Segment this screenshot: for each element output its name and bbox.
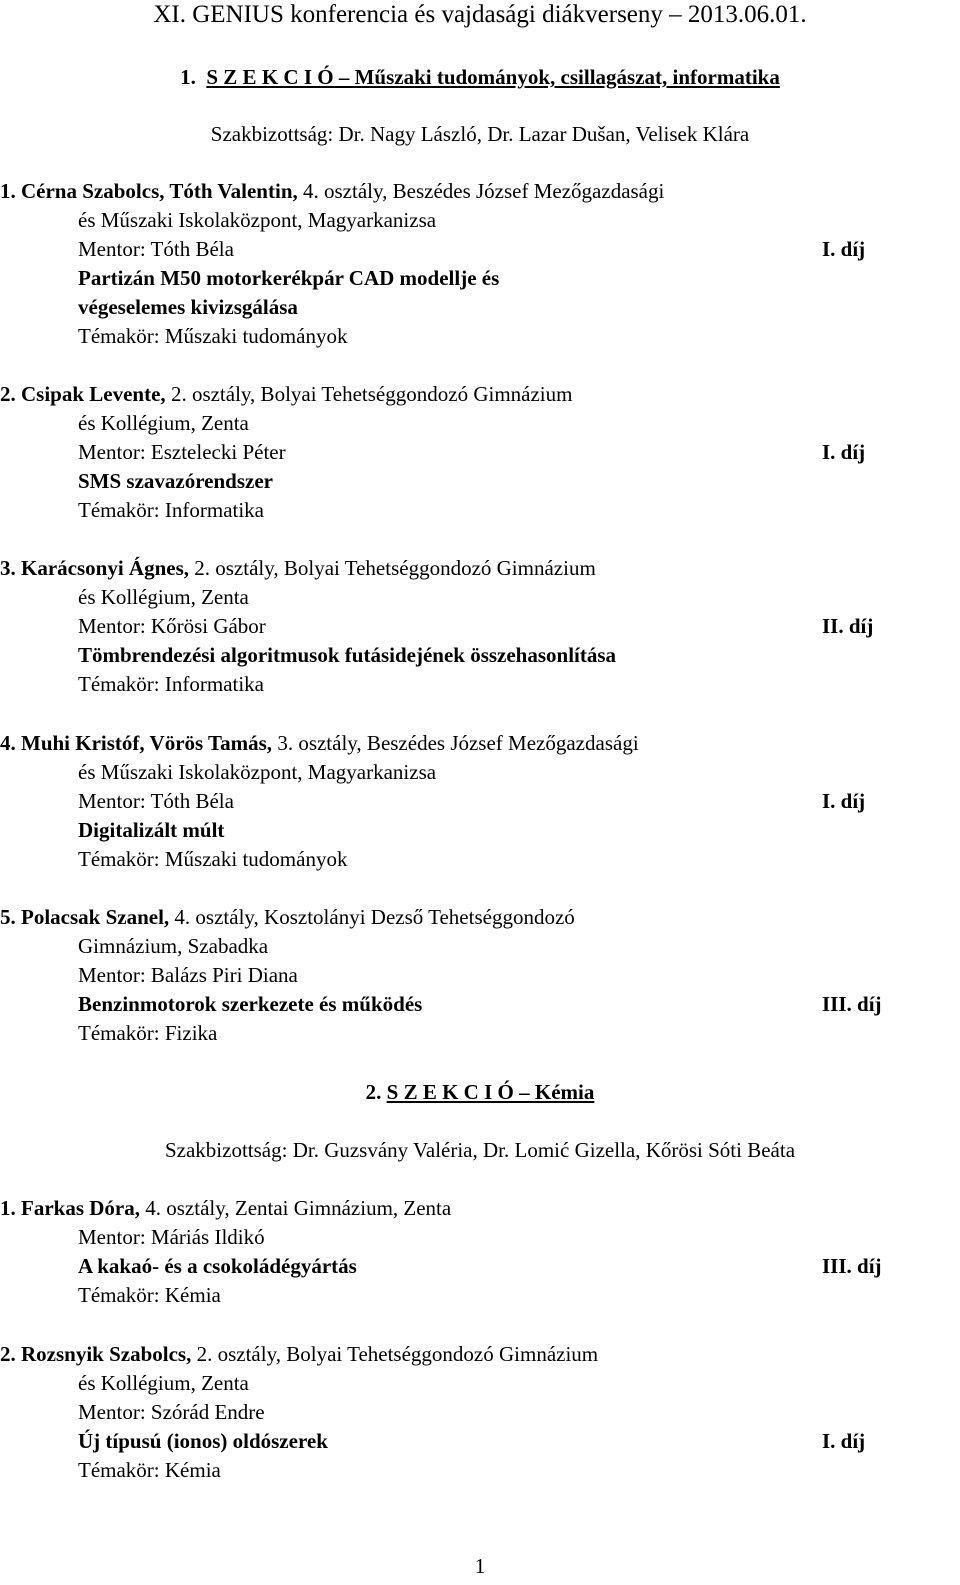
entry-names: 4. Muhi Kristóf, Vörös Tamás, [0,731,273,755]
entry-names: 5. Polacsak Szanel, [0,905,170,929]
entry-topic: Témakör: Kémia [78,1458,221,1482]
entry-topic: Témakör: Informatika [78,498,265,522]
entry-names: 1. Cérna Szabolcs, Tóth Valentin, [0,179,298,203]
entry-prize: II. díj [822,614,874,638]
entry-participant-line [0,1341,598,1367]
entry-participant-line [0,555,596,581]
section-title: S Z E K C I Ó – Műszaki tudományok, csillagászat, informatika [206,65,780,89]
entry-topic: Témakör: Informatika [78,672,265,696]
entry-class-school: 2. osztály, Bolyai Tehetséggondozó Gimnázium [165,382,573,406]
section-heading [0,64,960,90]
entry-participant-line [0,730,639,756]
entry-project-title: Benzinmotorok szerkezete és működés [78,992,423,1016]
entry-participant-line [0,1195,451,1221]
committee: Szakbizottság: Dr. Guzsvány Valéria, Dr. Lomić Gizella, Kőrösi Sóti Beáta [164,1138,796,1162]
entry-mentor: Mentor: Esztelecki Péter [78,440,286,464]
entry-participant-line [0,381,572,407]
entry-names: 3. Karácsonyi Ágnes, [0,556,189,580]
entry-mentor: Mentor: Máriás Ildikó [78,1225,265,1249]
entry-prize: III. díj [822,992,882,1016]
entry-topic: Témakör: Műszaki tudományok [78,324,348,348]
entry-school-cont: és Műszaki Iskolaközpont, Magyarkanizsa [78,760,437,784]
entry-school-cont: és Műszaki Iskolaközpont, Magyarkanizsa [78,208,437,232]
entry-project-title: Partizán M50 motorkerékpár CAD modellje és [78,266,500,290]
section-number: 2. [365,1080,382,1104]
entry-topic: Témakör: Fizika [78,1021,218,1045]
entry-prize: III. díj [822,1254,882,1278]
entry-mentor: Mentor: Tóth Béla [78,789,234,813]
entry-topic: Témakör: Kémia [78,1283,221,1307]
entry-class-school: 2. osztály, Bolyai Tehetséggondozó Gimnázium [189,556,596,580]
section-heading [0,1079,960,1105]
document-title: XI. GENIUS konferencia és vajdasági diákverseny – 2013.06.01. [153,1,807,28]
entry-mentor: Mentor: Kőrösi Gábor [78,614,266,638]
entry-school-cont: és Kollégium, Zenta [78,585,249,609]
entry-project-title: Új típusú (ionos) oldószerek [78,1429,328,1453]
entry-participant-line [0,904,575,930]
entry-names: 1. Farkas Dóra, [0,1196,140,1220]
entry-prize: I. díj [822,1429,866,1453]
section-title: S Z E K C I Ó – Kémia [386,1080,595,1104]
entry-prize: I. díj [822,237,866,261]
entry-project-title: végeselemes kivizsgálása [78,295,298,319]
entry-class-school: 4. osztály, Zentai Gimnázium, Zenta [140,1196,452,1220]
entry-topic: Témakör: Műszaki tudományok [78,847,348,871]
entry-mentor: Mentor: Szórád Endre [78,1400,265,1424]
entry-project-title: A kakaó- és a csokoládégyártás [78,1254,357,1278]
entry-names: 2. Rozsnyik Szabolcs, [0,1342,192,1366]
entry-prize: I. díj [822,789,866,813]
committee: Szakbizottság: Dr. Nagy László, Dr. Lazar Dušan, Velisek Klára [210,122,750,146]
entry-project-title: Tömbrendezési algoritmusok futásidejének összehasonlítása [78,643,617,667]
entry-school-cont: Gimnázium, Szabadka [78,934,269,958]
entry-names: 2. Csipak Levente, [0,382,166,406]
entry-class-school: 4. osztály, Beszédes József Mezőgazdasági [297,179,665,203]
entry-mentor: Mentor: Tóth Béla [78,237,234,261]
entry-participant-line [0,178,664,204]
entry-school-cont: és Kollégium, Zenta [78,411,249,435]
section-number: 1. [180,65,196,89]
entry-class-school: 4. osztály, Kosztolányi Dezső Tehetséggondozó [169,905,575,929]
entry-prize: I. díj [822,440,866,464]
entry-class-school: 2. osztály, Bolyai Tehetséggondozó Gimnázium [191,1342,599,1366]
entry-project-title: SMS szavazórendszer [78,469,273,493]
page-number: 1 [474,1554,486,1578]
entry-school-cont: és Kollégium, Zenta [78,1371,249,1395]
entry-project-title: Digitalizált múlt [78,818,225,842]
entry-mentor: Mentor: Balázs Piri Diana [78,963,298,987]
entry-class-school: 3. osztály, Beszédes József Mezőgazdasági [272,731,639,755]
